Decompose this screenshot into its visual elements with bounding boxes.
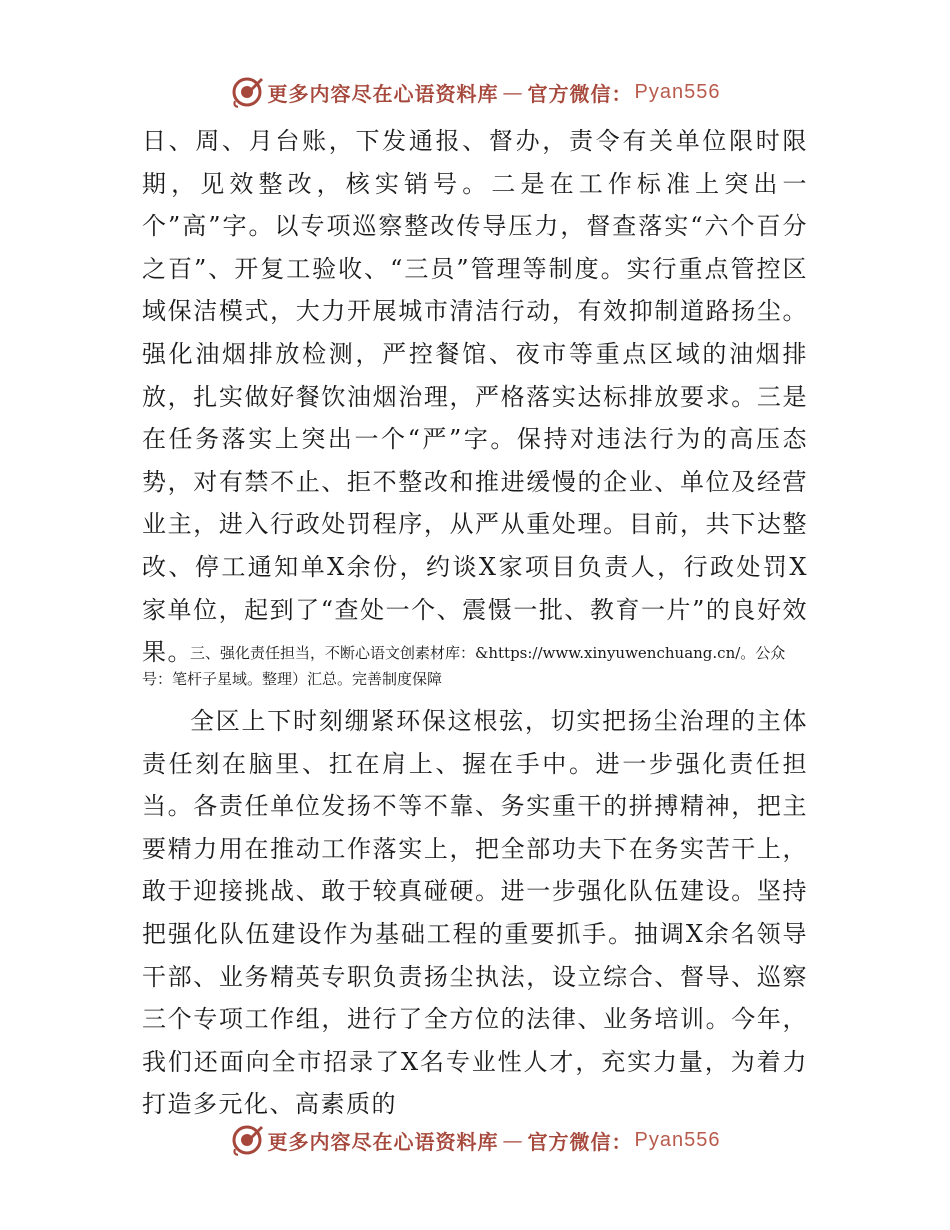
banner-separator: — bbox=[502, 80, 524, 104]
header-banner bbox=[0, 72, 950, 112]
pen-logo-icon bbox=[230, 75, 264, 109]
banner-separator: — bbox=[502, 1128, 524, 1152]
banner-title: 更多内容尽在心语资料库 bbox=[267, 81, 499, 106]
banner-title: 更多内容尽在心语资料库 bbox=[267, 1129, 499, 1154]
footer-banner bbox=[0, 1120, 950, 1160]
body-paragraph-1: 日、周、月台账，下发通报、督办，责令有关单位限时限期，见效整改，核实销号。二是在工作标准上突出一个”高”字。以专项巡察整改传导压力，督查落实“六个百分之百”、开复工验收、“三员”管理等制度。实行重点管控区域保洁模式，大力开展城市清洁行动，有效抑制道路扬尘。强化油烟排放检测，严控餐馆、夜市等重点区域的油烟排放，扎实做好餐饮油烟治理，严格落实达标排放要求。三是在任务落实上突出一个“严”字。保持对违法行为的高压态势，对有禁不止、拒不整改和推进缓慢的企业、单位及经营业主，进入行政处罚程序，从严从重处理。目前，共下达整改、停工通知单X余份，约谈X家项目负责人，行政处罚X家单位，起到了“查处一个、震慑一批、教育一片”的良好效果。 bbox=[142, 127, 808, 667]
banner-wechat-id: Pyan556 bbox=[634, 1128, 721, 1151]
banner-wechat-id: Pyan556 bbox=[634, 80, 721, 103]
banner-wechat-label: 官方微信： bbox=[527, 1129, 633, 1154]
banner-wechat-label: 官方微信： bbox=[527, 81, 633, 106]
body-paragraph-2: 全区上下时刻绷紧环保这根弦，切实把扬尘治理的主体责任刻在脑里、扛在肩上、握在手中。进一步强化责任担当。各责任单位发扬不等不靠、务实重干的拼搏精神，把主要精力用在推动工作落实上，把全部功夫下在务实苦干上，敢于迎接挑战、敢于较真碰硬。进一步强化队伍建设。坚持把强化队伍建设作为基础工程的重要抓手。抽调X余名领导干部、业务精英专职负责扬尘执法，设立综合、督导、巡察三个专项工作组，进行了全方位的法律、业务培训。今年，我们还面向全市招录了X名专业性人才，充实力量，为着力打造多元化、高素质的 bbox=[142, 707, 808, 1119]
section-heading: 三、强化责任担当，不断心语文创素材库：&https://www.xinyuwenchuang.cn/。公众号：笔杆子星域。整理）汇总。完善制度保障 bbox=[142, 644, 786, 688]
pen-logo-icon bbox=[230, 1123, 264, 1157]
